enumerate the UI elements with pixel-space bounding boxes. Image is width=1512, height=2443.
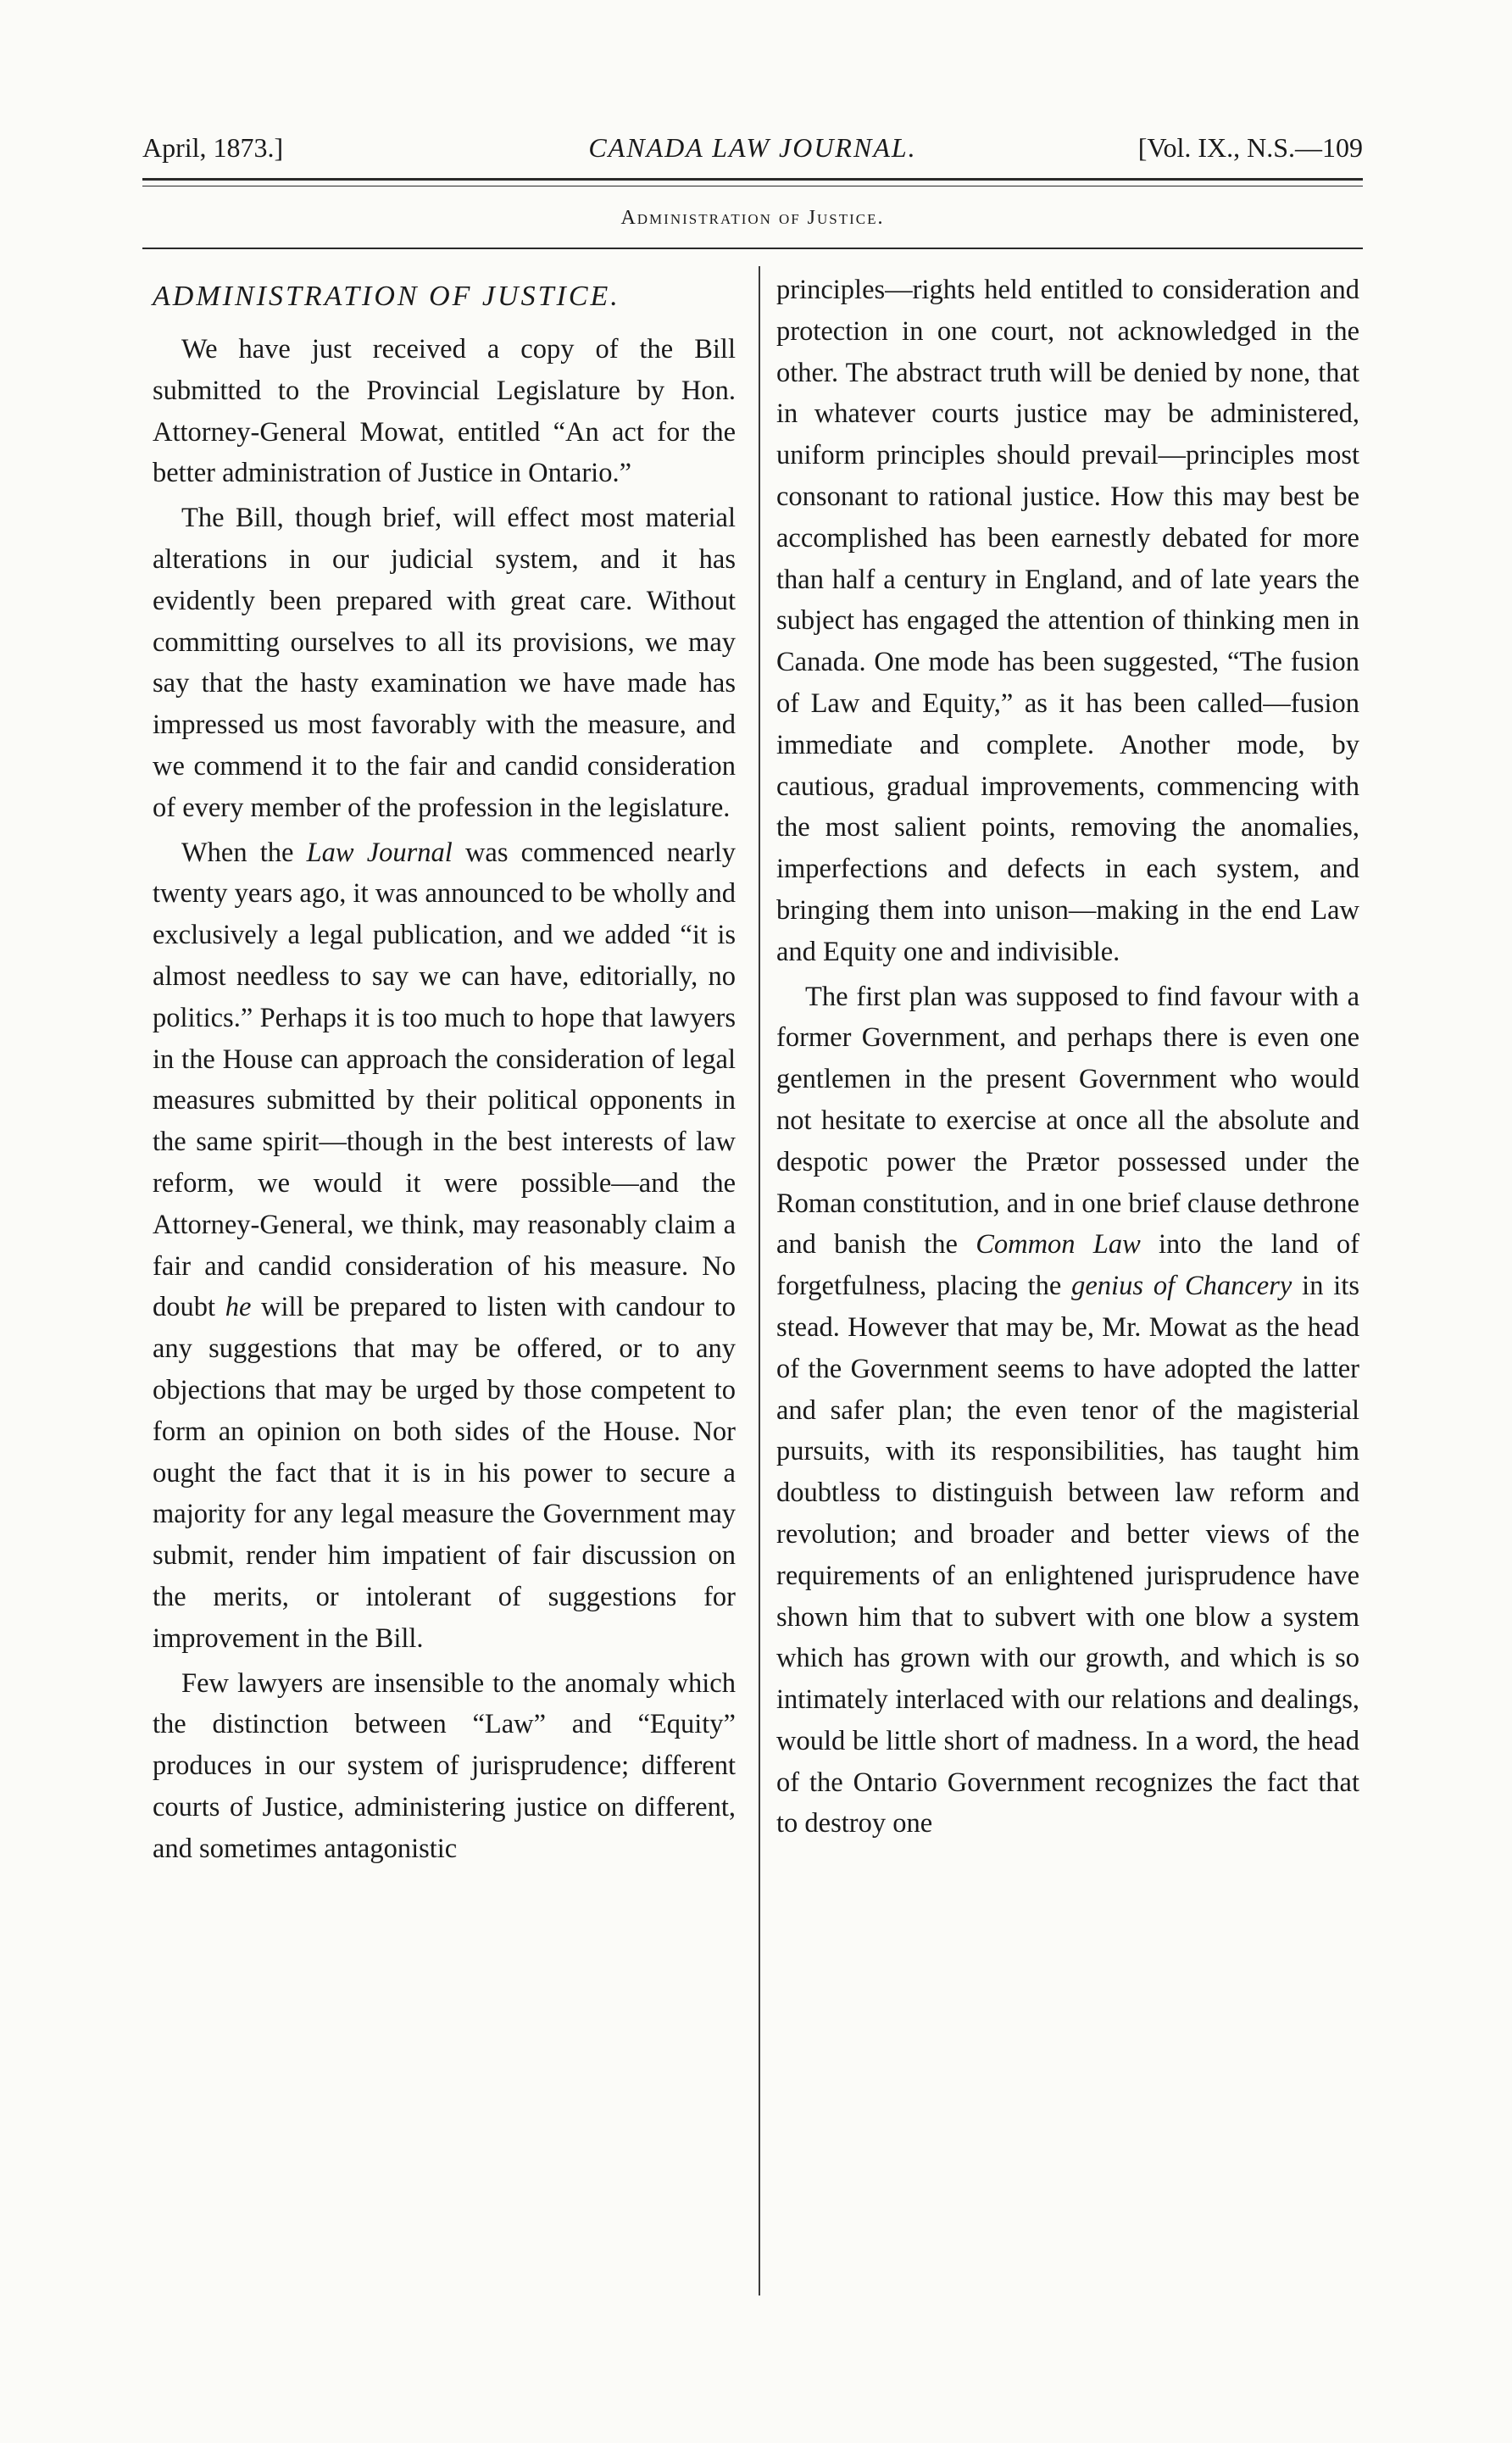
paragraph-3-text-b: was commenced nearly twenty years ago, it was announced to be wholly and exclusively a legal publication, and we added “it is almost needless to say we can have, editorially, no politics.” Perhaps it is too much to hope that lawyers in the House can approach the consideration of legal measures submitted by their political opponents in the same spirit—though in the best interests of law reform, we would it were possible—and the Attorney-General, we think, may reasonably claim a fair and candid consideration of his measure. No doubt bbox=[153, 837, 736, 1323]
paragraph-1: We have just received a copy of the Bill submitted to the Provincial Legislature by Hon. Attorney-General Mowat, entitled “An act for the better administration of Justice in Ontario.” bbox=[153, 334, 736, 489]
column-divider bbox=[759, 266, 760, 2296]
issue-date: April, 1873.] bbox=[142, 132, 284, 163]
paragraph-4-continued bbox=[776, 270, 1359, 973]
he-italic: he bbox=[225, 1292, 252, 1323]
paragraph-4-start bbox=[153, 1663, 736, 1870]
paragraph-5-text-b: into the land of forgetfulness, placing the bbox=[776, 1229, 1360, 1302]
paragraph-4-left-text: Few lawyers are insensible to the anomaly which the distinction between “Law” and “Equity” produces in our system of jurisprudence; different courts of Justice, administering justice on different, and sometimes antagonistic bbox=[153, 1667, 736, 1864]
paragraph-3-text-a: When the bbox=[181, 837, 307, 868]
right-column bbox=[776, 270, 1359, 1845]
volume-page: [Vol. IX., N.S.—109 bbox=[1137, 132, 1363, 163]
paragraph-2: The Bill, though brief, will effect most material alterations in our judicial system, and it has evidently been prepared with great care. Without committing ourselves to all its provisions, we may say that the hasty examination we have made has impressed us most favorably with the measure, and we commend it to the fair and candid consideration of every member of the profession in the legislature. bbox=[153, 503, 736, 823]
journal-title: CANADA LAW JOURNAL. bbox=[588, 132, 917, 163]
section-rule bbox=[142, 248, 1363, 249]
paragraph-5 bbox=[776, 977, 1359, 1845]
common-law-italic: Common Law bbox=[976, 1229, 1141, 1260]
paragraph-5-text-a: The first plan was supposed to find favour with a former Government, and perhaps there is even one gentlemen in the present Government who would not hesitate to exercise at once all the absolute and despotic power the Prætor possessed under the Roman constitution, and in one brief clause dethrone and banish the bbox=[776, 981, 1359, 1260]
paragraph-4-right-text: principles—rights held entitled to consideration and protection in one court, not acknowledged in the other. The abstract truth will be denied by none, that in whatever courts justice may be administered, uniform principles should prevail—principles most consonant to rational justice. How this may best be accomplished has been earnestly debated for more than half a century in England, and of late years the subject has engaged the attention of thinking men in Canada. One mode has been suggested, “The fusion of Law and Equity,” as it has been called—fusion immediate and complete. Another mode, by cautious, gradual improvements, commencing with the most salient points, removing the anomalies, imperfections and defects in each system, and bringing them into unison—making in the end Law and Equity one and indivisible. bbox=[776, 275, 1359, 967]
running-head bbox=[142, 129, 1363, 166]
article-title: ADMINISTRATION OF JUSTICE. bbox=[153, 281, 620, 312]
law-journal-italic: Law Journal bbox=[306, 837, 453, 868]
left-column bbox=[153, 270, 736, 1869]
paragraph-5-text-c: in its stead. However that may be, Mr. Mowat as the head of the Government seems to have adopted the latter and safer plan; the even tenor of the magisterial pursuits, with its responsibilities, has taught him doubtless to distinguish between law reform and revolution; and broader and better views of the requirements of an enlightened jurisprudence have shown him that to subvert with one blow a system which has grown with our growth, and which is so intimately interlaced with our relations and dealings, would be little short of madness. In a word, the head of the Ontario Government recognizes the fact that to destroy one bbox=[776, 1271, 1359, 1839]
genius-of-chancery-italic: genius of Chancery bbox=[1071, 1271, 1292, 1302]
section-header: Administration of Justice. bbox=[620, 207, 885, 229]
header-rule-thick bbox=[142, 178, 1363, 181]
paragraph-3 bbox=[153, 832, 736, 1660]
paragraph-3-text-c: will be prepared to listen with candour to any suggestions that may be offered, or to any objections that may be urged by those competent to form an opinion on both sides of the House. Nor ought the fact that it is in his power to secure a majority for any legal measure the Government may submit, render him impatient of fair discussion on the merits, or intolerant of suggestions for improvement in the Bill. bbox=[153, 1292, 737, 1654]
